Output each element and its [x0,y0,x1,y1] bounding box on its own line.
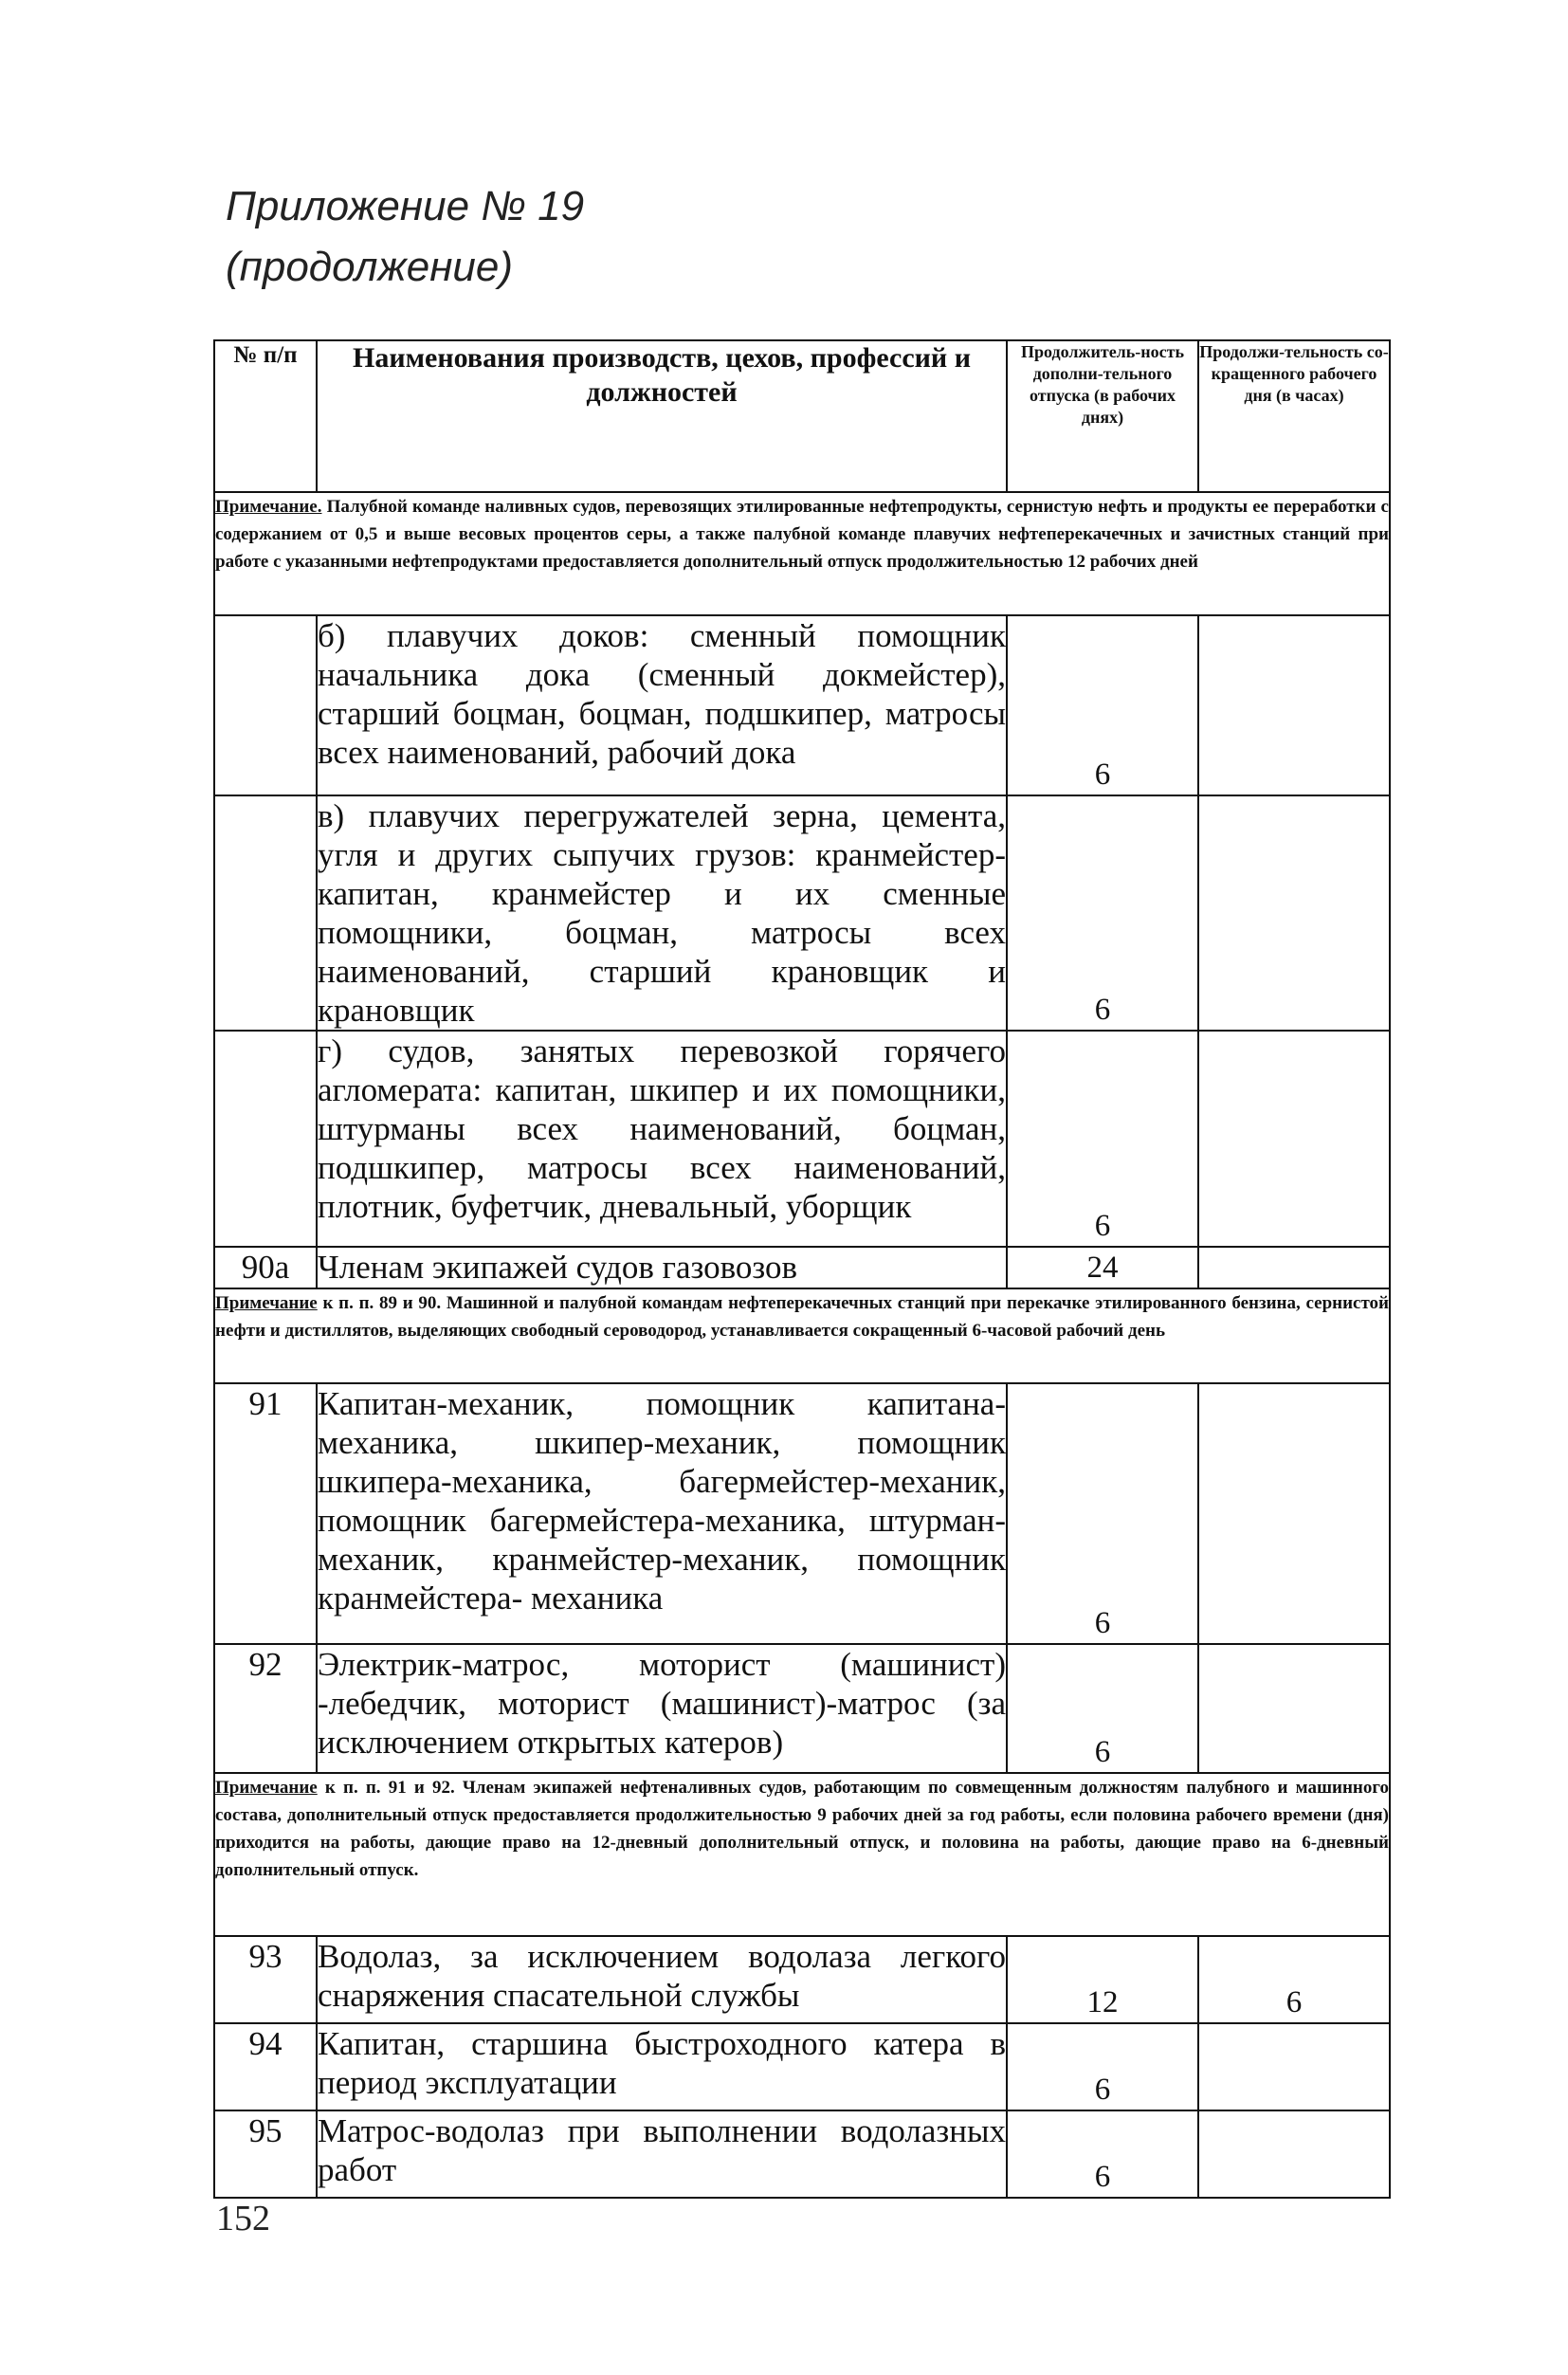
row-94-num: 94 [214,2023,317,2110]
row-92-num: 92 [214,1644,317,1773]
row-92-name: Электрик-матрос, моторист (машинист) -лебедчик, моторист (машинист)-матрос (за исключением открытых катеров) [317,1644,1007,1773]
note-2-label: Примечание [215,1293,318,1313]
row-93-hours: 6 [1198,1936,1390,2023]
row-95-leave: 6 [1007,2110,1198,2198]
row-94-leave: 6 [1007,2023,1198,2110]
row-95-num: 95 [214,2110,317,2198]
note-2-text: к п. п. 89 и 90. Машинной и палубной командам нефтеперекачечных станций при перекачке этилированного бензина, сернистой нефти и дистиллятов, выделяющих свободный сероводород, устанавливается сокращенный 6-часовой рабочий день [215,1293,1389,1341]
table-row [214,615,1390,795]
header-num: № п/п [214,340,317,492]
header-name: Наименования производств, цехов, профессий и должностей [317,340,1007,492]
row-v-name: в) плавучих перегружателей зерна, цемента, угля и других сыпучих грузов: кранмейстер-капитан, кранмейстер и их сменные помощники, боцман, матросы всех наименований, старший крановщик и крановщик [318,797,1006,1029]
professions-table [213,339,1391,2199]
table-row [214,2110,1390,2198]
note-2 [214,1288,1390,1383]
row-92-leave: 6 [1007,1644,1198,1773]
table-row [214,795,1390,1031]
table-row [214,1247,1390,1288]
row-93-leave: 12 [1007,1936,1198,2023]
row-91-num: 91 [214,1383,317,1644]
appendix-title: Приложение № 19 [226,183,585,229]
row-93-name: Водолаз, за исключением водолаза легкого снаряжения спасательной службы [317,1936,1007,2023]
note-1-text: Палубной команде наливных судов, перевозящих этилированные нефтепродукты, сернистую нефть и продукты ее переработки с содержанием от 0,5 и выше весовых процентов серы, а также палубной команде плавучих нефтеперекачечных и зачистных станций при работе с указанными нефтепродуктами предоставляется дополнительный отпуск продолжительностью 12 рабочих дней [215,497,1389,572]
row-93-num: 93 [214,1936,317,2023]
note-1 [214,492,1390,615]
row-90a-num: 90а [214,1247,317,1288]
row-g-leave: 6 [1007,1031,1198,1247]
note-1-label: Примечание. [215,497,322,517]
note-row-3 [214,1773,1390,1936]
table-row [214,1936,1390,2023]
table-row [214,1031,1390,1247]
row-b-leave: 6 [1007,615,1198,795]
header-leave: Продолжитель-ность дополни-тельного отпуска (в рабочих днях) [1007,340,1198,492]
row-95-name: Матрос-водолаз при выполнении водолазных работ [317,2110,1007,2198]
note-row-1 [214,492,1390,615]
row-91-name: Капитан-механик, помощник капитана-механика, шкипер-механик, помощник шкипера-механика, багермейстер-механик, помощник багермейстера-механика, штурман-механик, кранмейстер-механик, помощник кранмейстера- механика [317,1383,1007,1644]
note-3-label: Примечание [215,1778,318,1798]
row-91-leave: 6 [1007,1383,1198,1644]
row-90a-leave: 24 [1007,1247,1198,1288]
row-g-name: г) судов, занятых перевозкой горячего агломерата: капитан, шкипер и их помощники, штурманы всех наименований, боцман, подшкипер, матросы всех наименований, плотник, буфетчик, дневальный, уборщик [317,1031,1007,1247]
table-header-row [214,340,1390,492]
row-b-name: б) плавучих доков: сменный помощник начальника дока (сменный докмейстер), старший боцман, боцман, подшкипер, матросы всех наименований, рабочий дока [317,615,1007,795]
table-row [214,1383,1390,1644]
appendix-subtitle: (продолжение) [226,244,513,290]
row-90a-name: Членам экипажей судов газовозов [317,1247,1007,1288]
header-hours: Продолжи-тельность со-кращенного рабочего дня (в часах) [1198,340,1390,492]
row-v-leave: 6 [1007,795,1198,1031]
note-3 [214,1773,1390,1936]
row-94-name: Капитан, старшина быстроходного катера в период эксплуатации [317,2023,1007,2110]
note-row-2 [214,1288,1390,1383]
note-3-text: к п. п. 91 и 92. Членам экипажей нефтеналивных судов, работающим по совмещенным должностям палубного и машинного состава, дополнительный отпуск предоставляется продолжительностью 9 рабочих дней за год работы, если половина рабочего времени (дня) приходится на работы, дающие право на 12-дневный дополнительный отпуск, и половина на работы, дающие право на 6-дневный дополнительный отпуск. [215,1778,1389,1880]
table-row [214,2023,1390,2110]
page-number: 152 [216,2199,270,2238]
table-row [214,1644,1390,1773]
